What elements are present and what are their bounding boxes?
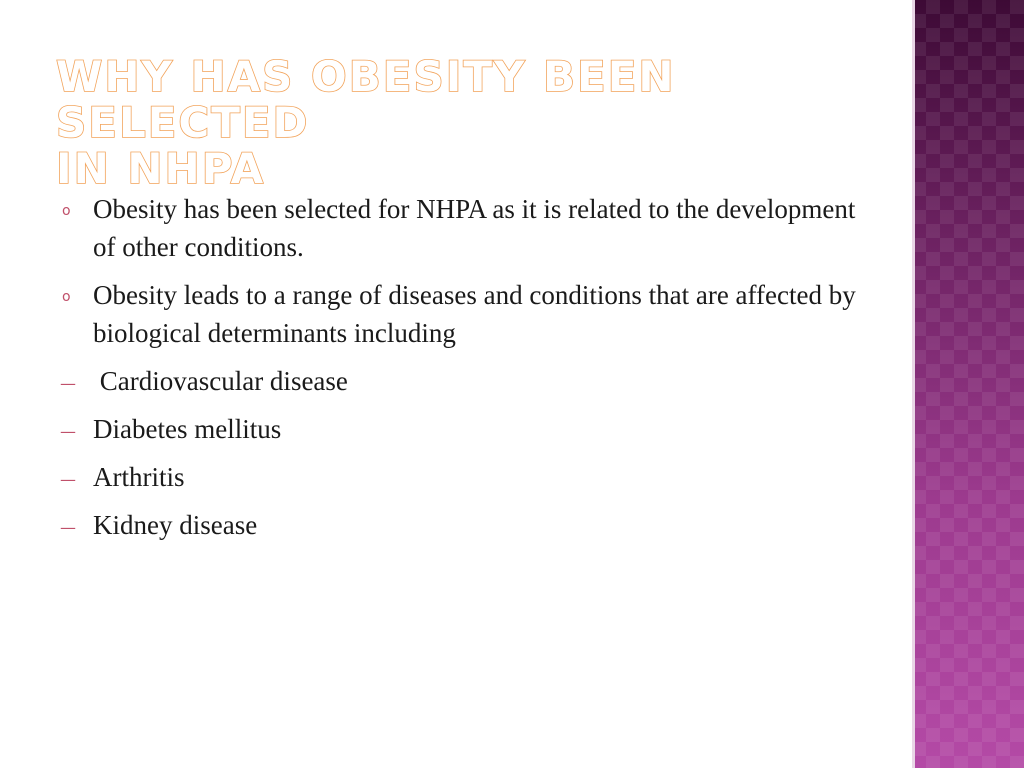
dash-bullet-icon: — xyxy=(60,374,76,393)
list-item-text: Obesity leads to a range of diseases and conditions that are affected by biological determinants including xyxy=(93,280,856,348)
list-item-obesity-leads xyxy=(60,276,880,352)
sub-item-kidney xyxy=(60,506,880,544)
circle-bullet-icon: o xyxy=(62,289,71,305)
slide-title xyxy=(56,54,896,192)
side-band-edge xyxy=(912,0,915,768)
decorative-side-band xyxy=(912,0,1024,768)
dash-bullet-icon: — xyxy=(60,422,76,441)
sub-item-cardiovascular xyxy=(60,362,880,400)
sub-item-text: Diabetes mellitus xyxy=(93,414,282,444)
bullet-list xyxy=(60,190,880,554)
list-item-obesity-selected xyxy=(60,190,880,266)
circle-bullet-icon: o xyxy=(62,203,71,219)
list-item-text: Obesity has been selected for NHPA as it is related to the development of other conditions. xyxy=(93,194,856,262)
sub-item-text: Arthritis xyxy=(93,462,185,492)
sub-item-diabetes xyxy=(60,410,880,448)
slide-title-line-1: WHY HAS OBESITY BEEN SELECTED xyxy=(56,52,676,147)
sub-item-text: Kidney disease xyxy=(93,510,258,540)
sub-item-arthritis xyxy=(60,458,880,496)
sub-item-text: Cardiovascular disease xyxy=(93,366,348,396)
dash-bullet-icon: — xyxy=(60,470,76,489)
dash-bullet-icon: — xyxy=(60,518,76,537)
slide-title-line-2: IN NHPA xyxy=(56,144,266,193)
